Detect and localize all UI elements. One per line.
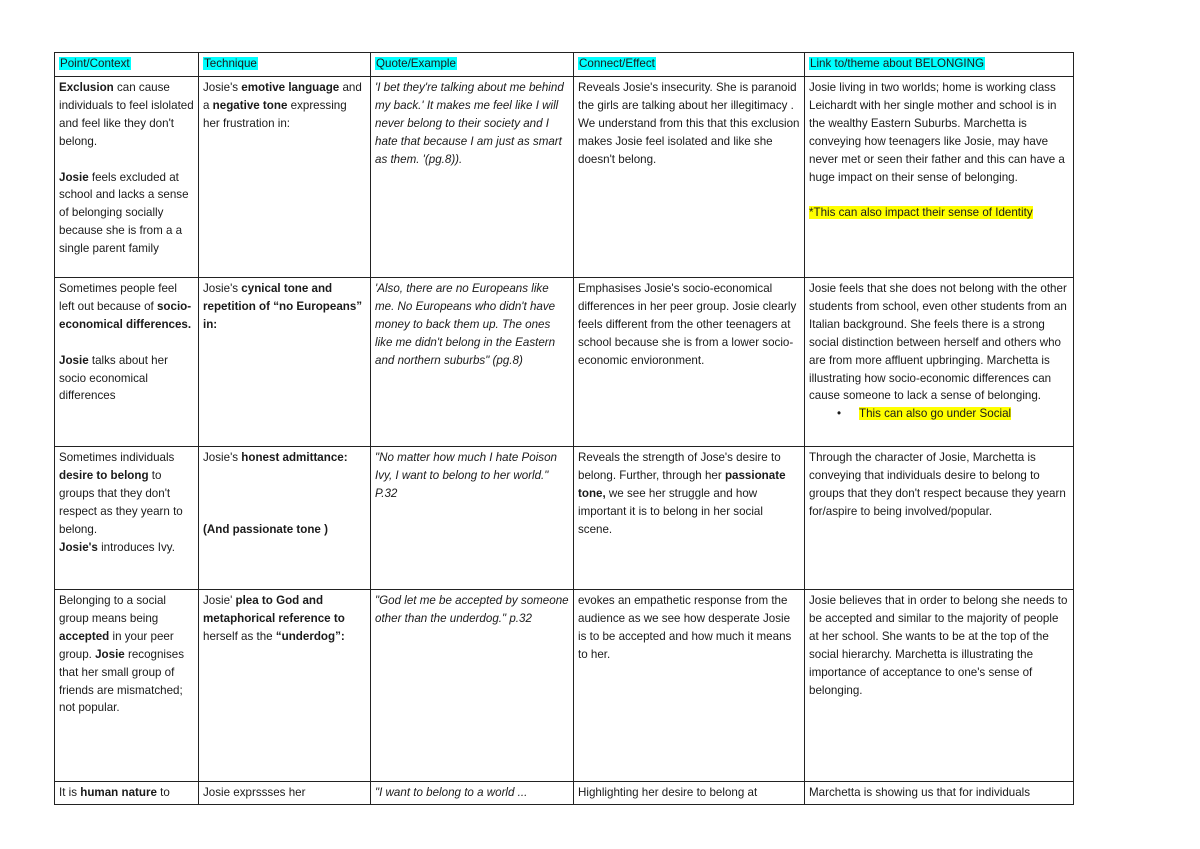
connect-effect-cell: evokes an empathetic response from the audience as we see how desperate Josie is to be accepted and how much it means to her. (574, 590, 805, 782)
connect-effect-cell: Emphasises Josie's socio-economical differences in her peer group. Josie clearly feels different from the other teenagers at school because she is from a lower socio-economic envioronment. (574, 278, 805, 447)
connect-effect-cell: Highlighting her desire to belong at (574, 782, 805, 805)
point-context-cell (55, 447, 199, 590)
link-theme-cell: Marchetta is showing us that for individuals (805, 782, 1074, 805)
header-row (55, 53, 1074, 77)
point-context-cell (55, 77, 199, 278)
connect-effect-cell: Reveals the strength of Jose's desire to belong. Further, through her passionate tone, we see her struggle and how important it is to belong in her social scene. (574, 447, 805, 590)
quote-cell: "I want to belong to a world ... (371, 782, 574, 805)
table-row (55, 278, 1074, 447)
highlight-note: *This can also impact their sense of Identity (809, 206, 1033, 220)
link-theme-cell: Josie living in two worlds; home is working class Leichardt with her single mother and school is in the wealthy Eastern Suburbs. Marchetta is conveying how teenagers like Josie, may have never met or seen their father and this can have a huge impact on their sense of belonging. *This can also impact their sense of Identity (805, 77, 1074, 278)
technique-cell: Josie exprssses her (199, 782, 371, 805)
header-quote-example: Quote/Example (371, 53, 574, 77)
technique-cell: Josie' plea to God and metaphorical reference to herself as the “underdog”: (199, 590, 371, 782)
quote-cell: "God let me be accepted by someone other than the underdog." p.32 (371, 590, 574, 782)
technique-cell: Josie's honest admittance: (And passionate tone ) (199, 447, 371, 590)
header-point-context: Point/Context (55, 53, 199, 77)
header-connect-effect: Connect/Effect (574, 53, 805, 77)
technique-cell: Josie's emotive language and a negative tone expressing her frustration in: (199, 77, 371, 278)
quote-cell: 'I bet they're talking about me behind my back.' It makes me feel like I will never belong to their society and I hate that because I am just as smart as them. '(pg.8)). (371, 77, 574, 278)
table-row (55, 77, 1074, 278)
cell-paragraph: Sometimes people feel left out because of socio-economical differences. (59, 282, 192, 331)
cell-paragraph: Sometimes individuals desire to belong to groups that they don't respect as they yearn to belong. (59, 451, 183, 536)
quote-cell: 'Also, there are no Europeans like me. No Europeans who didn't have money to back them up. The ones like me didn't belong in the Eastern and northern suburbs" (pg.8) (371, 278, 574, 447)
point-context-cell: Belonging to a social group means being accepted in your peer group. Josie recognises that her small group of friends are mismatched; not popular. (55, 590, 199, 782)
table-row (55, 590, 1074, 782)
cell-paragraph: Josie talks about her socio economical differences (59, 353, 168, 403)
link-theme-cell: Josie believes that in order to belong she needs to be accepted and similar to the majority of people at her school. She wants to be at the top of the social hierarchy. Marchetta is illustrating the importance of acceptance to one's sense of belonging. (805, 590, 1074, 782)
cell-paragraph: Exclusion can cause individuals to feel islolated and feel like they don't belong. (59, 81, 194, 148)
highlight-note: • This can also go under Social (809, 405, 1069, 423)
technique-cell: Josie's cynical tone and repetition of “no Europeans” in: (199, 278, 371, 447)
cell-paragraph: Josie's introduces Ivy. (59, 540, 175, 554)
table-row (55, 447, 1074, 590)
link-theme-cell: Through the character of Josie, Marchetta is conveying that individuals desire to belong to groups that they don't respect because they yearn for/aspire to being involved/popular. (805, 447, 1074, 590)
connect-effect-cell: Reveals Josie's insecurity. She is paranoid the girls are talking about her illegitimacy . We understand from this that this exclusion makes Josie feel isolated and like she doesn't belong. (574, 77, 805, 278)
point-context-cell (55, 278, 199, 447)
header-technique: Technique (199, 53, 371, 77)
table-row (55, 782, 1074, 805)
point-context-cell: It is human nature to (55, 782, 199, 805)
document-page (54, 52, 1073, 805)
analysis-table (54, 52, 1074, 805)
quote-cell: "No matter how much I hate Poison Ivy, I want to belong to her world." P.32 (371, 447, 574, 590)
link-theme-cell: Josie feels that she does not belong with the other students from school, even other students from an Italian background. She feels there is a strong social distinction between herself and others who are from more affluent upbringing. Marchetta is illustrating how socio-economic differences can cause someone to lack a sense of belonging. • This can also go under Social (805, 278, 1074, 447)
header-link-theme: Link to/theme about BELONGING (805, 53, 1074, 77)
cell-paragraph: Josie feels excluded at school and lacks a sense of belonging socially because she is from a a single parent family (59, 170, 189, 256)
